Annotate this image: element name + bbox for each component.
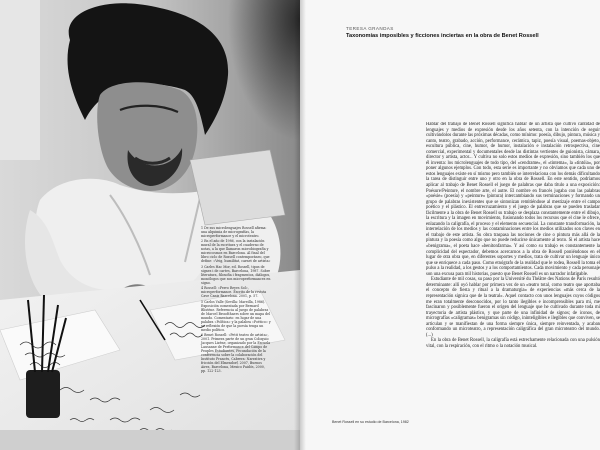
footnote: 1 De sus microlenguajes Rossell afirma: una alquimia de micrografías, la microperformance y el microteatro. — [201, 226, 267, 238]
footnote: 3 Carles Hac Mor, ed. Rossell, tipus de signes i de cartes, Barcelona, 1987. Sobre literatura, filosofia i fragmentos, diálogos, monólogos que son microperformances en signo. — [201, 264, 271, 285]
footnote: 2 En el año de 1986, con la instalación mural de la escritura y el cuaderno de notas, a la que llamaron microbiografía y microcosmos en Barcelona. Al final del libro ciclo de Rossell contemporáneo, que define: «Veig, humilitat, carnet de artista» — [201, 239, 271, 264]
paragraph: En la obra de Benet Rossell, la caligrafía está estrechamente relacionada con una pulsión vital, con la respiración, con el ritmo o la notación musical. — [426, 338, 600, 349]
essay-title: Taxonomías imposibles y ficciones inciertas en la obra de Benet Rossell — [346, 33, 539, 39]
body-text — [426, 122, 600, 448]
paragraph: Hablar del trabajo de Benet Rossell significa hablar de un artista que cultivó cantidad de lenguajes y medios de expresión desde los años setenta, con la intención de seguir cultivándolos durante las próximas décadas, como mínimo: poesía, dibujo, pintura, música y canto, teatro, grabado, acción, performance, cerámica, tapiz, poesía visual, poemas-objeto, escultura pública, cine, humor, de humor, instalación e instalación retrospectiva, cine comercial, experimental y documentales desde las distintas vertientes de guionista, cámara, director y artista, actor... Y cultiva no solo estos medios de expresión, sino también los que él inventa: los microlenguajes de todo tipo, del «cendrame», el «tintema», la «tintóia», por poner algunos ejemplos. Con todo, esta serie es importante y no obviamos que cada uno de estos lenguajes existe en sí mismo pero también se interrelaciona con los demás dificultando la tarea de distinguir entre uno y otro en la obra de Rossell. En este sentido, podríamos aplicar al trabajo de Benet Rossell el juego de palabras que daba título a una exposición: Poésure/Peinture, el nombre arte, el autre. El nombre en francés jugaba con las palabras «poésie» (poesía) y «peinture» (pintura) intercambiando sus terminaciones y formando un grupo de palabras inexistentes que se sintonizan remitiéndose al mestizaje entre el campo poético y el plástico. El entrecruzamiento y el juego de palabras que se pueden trasladar fácilmente a la obra de Benet Rossell su trabajo se desplaza constantemente entre el dibujo, la escritura y la imagen en movimiento, fusionando todos los recursos que el cine le ofrece, enlazando la caligrafía, el proceso y el elemento secuencial. La constante transformación, la interrelación de los medios y las contaminaciones entre los medios utilizados son claves en el trabajo de este artista. Su obra traspasa las nociones de cine o pintura más allá de la pintura y la poesía como algo que no puede reducirse únicamente al texto. Si el artista hace «benigrama», el poeta hace «benitonfarma». Y así como su trabajo es constantemente la complicidad del espectador, debemos acercarnos a la obra de Rossell poniéndonos en el lugar de otra obra que, en diferentes soportes y medios, trata de cultivar un lenguaje único que se enriquece a cada paso. Como etnógrafo de la realidad que le rodea, Rossell la toma el pulso a la realidad, a los gestos y a los comportamientos. Cada movimiento y cada personaje son una excusa para mil historias, puesto que Benet Rossell es un narrador infatigable. — [426, 122, 600, 277]
footnotes — [201, 226, 271, 374]
photo-caption: Benet Rossell en su estudio de Barcelona, 1982 — [332, 420, 409, 424]
author-name: TERESA GRANDAS — [346, 26, 394, 31]
footnote: 4 Rossell: «Ferro Reyes Sol», microperformance. Escrito de la revista Cave Canis Barcelona. 2001, p. 57. — [201, 286, 267, 299]
footnote: 6 Benet Rossell: «Petit teatro de artista», 2001. Primera parte de un gran Coloquio Jacques Lizène, organizado por la Escuela Lausanne de Performance del Campo de Peuples Estudiantes, Fecundación de la conferencia sobre la colaboración del Instituto Francés, Cabrera: Narrativa y fricción del Elmendorf, 2007, Buenos Aires, Barcelona, Mexico Paidós, 2000, pp. 122-123. — [201, 332, 271, 373]
book-gutter — [294, 0, 306, 450]
paragraph: Estudiante de mil cosas, su paso por la Université du Théâtre des Nations de París resultó determinante: allí oyó hablar por primera vez de un «teatro total, como teatro que aportaba el concepto de fiesta y ritual a la dramaturgia» de experiencias «más cerca de la representación signica que de la teatral». Aquel contacto con unos lenguajes cuyos códigos me eran totalmente desconocidos, por lo tanto ilegibles e incomprensibles para mí, me fascinaron y posiblemente fueron el origen del lenguaje que he cultivado durante toda mi trayectoria de artista plástico, y que parte de una infinidad de signos; de iconos, de micrografías «caligramas» benigramas sin código, ininteligibles e ilegibles que conviven, se articulan y se manifiestan de una forma siempre única, siempre reinventada, y acaban conformando un microteatro, a representación caligráfica del gran microteatro del mundo. (...) — [426, 277, 600, 338]
footnote: 5 Carlos Valle (Sevilla: Mareilla, 1986). Exposición comentada por Bernard Blistène. Referencia al juego de palabras de Marcel Broodthaers sobre un mapa del mundo. Comentario: en lugar de una palabra «Política» y la palabra «Poético» y su reflexión de que la poesía tenga un medio político. — [201, 299, 271, 332]
